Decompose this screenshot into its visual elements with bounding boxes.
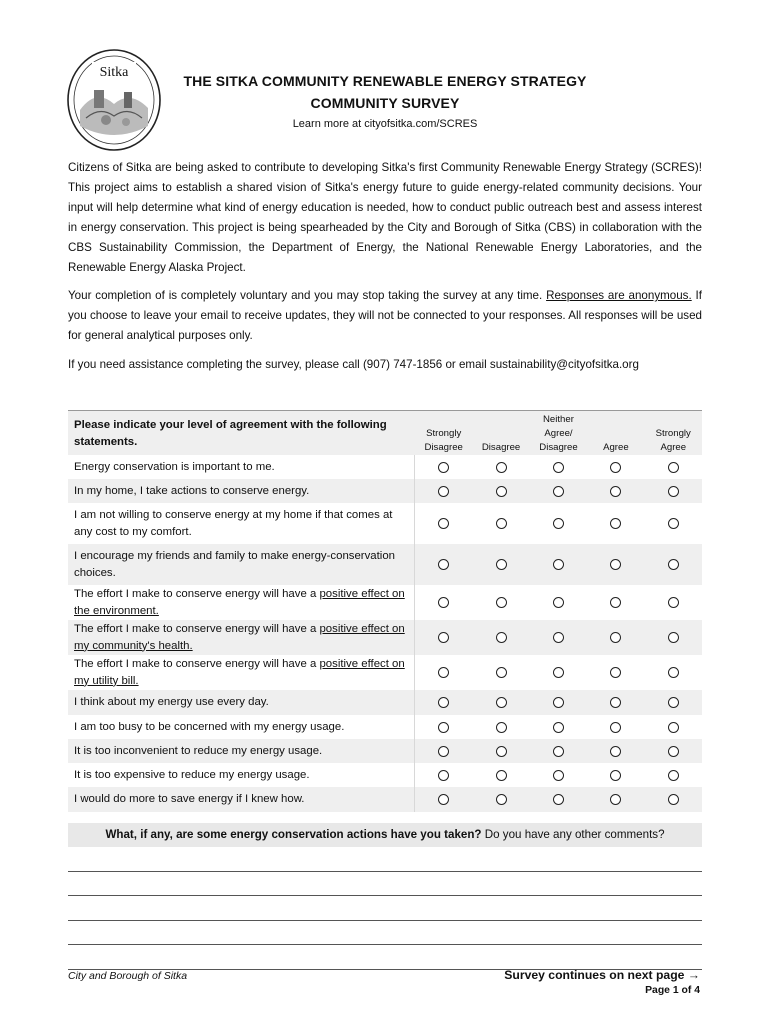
statement-text <box>68 455 415 479</box>
option-cell <box>415 697 472 708</box>
statement-text-part: In my home, I take actions to conserve energy. <box>74 484 310 497</box>
option-cell <box>472 794 529 805</box>
radio-button[interactable] <box>438 770 449 781</box>
column-header-line: Strongly <box>426 428 462 439</box>
option-cell <box>472 697 529 708</box>
radio-button[interactable] <box>438 632 449 643</box>
option-cell <box>587 462 644 473</box>
radio-button[interactable] <box>610 722 621 733</box>
option-cell <box>415 794 472 805</box>
continue-note: Survey continues on next page → <box>504 968 700 982</box>
comments-prompt-normal: Do you have any other comments? <box>481 828 665 841</box>
radio-button[interactable] <box>610 559 621 570</box>
radio-button[interactable] <box>438 722 449 733</box>
radio-button[interactable] <box>668 559 679 570</box>
option-cell <box>587 518 644 529</box>
option-cell <box>472 667 529 678</box>
radio-button[interactable] <box>496 722 507 733</box>
option-cell <box>472 632 529 643</box>
survey-header-row <box>68 411 702 455</box>
option-cell <box>415 462 472 473</box>
radio-button[interactable] <box>496 667 507 678</box>
comment-line[interactable] <box>68 872 702 897</box>
option-cell <box>587 794 644 805</box>
statement-text-part: I would do more to save energy if I knew how. <box>74 793 305 805</box>
radio-button[interactable] <box>553 632 564 643</box>
agreement-survey-table <box>68 410 702 812</box>
statement-text-part: I am too busy to be concerned with my energy usage. <box>74 720 345 733</box>
statement-text <box>68 739 415 763</box>
column-header-line: Agree/ <box>544 428 573 439</box>
column-header <box>587 411 644 455</box>
comment-line[interactable] <box>68 847 702 872</box>
radio-button[interactable] <box>438 597 449 608</box>
radio-button[interactable] <box>553 486 564 497</box>
radio-button[interactable] <box>668 518 679 529</box>
comment-line[interactable] <box>68 945 702 970</box>
radio-button[interactable] <box>610 597 621 608</box>
comments-prompt <box>68 823 702 847</box>
statement-emphasis: positive effect on the environment. <box>74 587 405 617</box>
option-cell <box>415 667 472 678</box>
comment-line[interactable] <box>68 896 702 921</box>
radio-button[interactable] <box>553 697 564 708</box>
footer-organization: City and Borough of Sitka <box>68 970 188 982</box>
intro-text <box>68 158 702 384</box>
option-cell <box>645 559 702 570</box>
statement-text-part: I think about my energy use every day. <box>74 696 269 708</box>
radio-button[interactable] <box>496 770 507 781</box>
column-header-line: Agree <box>603 442 629 453</box>
radio-button[interactable] <box>496 597 507 608</box>
option-cell <box>415 518 472 529</box>
intro-paragraph-2 <box>68 286 702 346</box>
learn-more-text: Learn more at cityofsitka.com/SCRES <box>292 118 478 130</box>
option-cell <box>472 518 529 529</box>
statement-text <box>68 715 415 739</box>
option-cell <box>587 722 644 733</box>
radio-button[interactable] <box>496 518 507 529</box>
radio-button[interactable] <box>553 722 564 733</box>
intro-paragraph-1: Citizens of Sitka are being asked to contribute to developing Sitka's first Community Renewable Energy Strategy (SCRES)! This project aims to establish a shared vision of Sitka's energy future to guide energy-related community decisions. Your input will help determine what kind of energy education is needed, how to conduct public outreach best and assess interest in energy conservation. This project is being spearheaded by the City and Borough of Sitka (CBS) in collaboration with the CBS Sustainability Commission, the Department of Energy, the National Renewable Energy Laboratories, and the Renewable Energy Alaska Project. <box>68 161 702 274</box>
question-header: Please indicate your level of agreement with the following statements. <box>74 419 387 448</box>
radio-button[interactable] <box>668 746 679 757</box>
option-cell <box>645 770 702 781</box>
option-cell <box>645 632 702 643</box>
column-header-line: Agree <box>660 442 687 453</box>
survey-row <box>68 763 702 787</box>
radio-button[interactable] <box>496 486 507 497</box>
option-cell <box>645 746 702 757</box>
column-header-line <box>482 427 520 441</box>
option-cell <box>530 486 587 497</box>
survey-row <box>68 479 702 503</box>
radio-button[interactable] <box>610 770 621 781</box>
column-header-line: Disagree <box>424 442 463 453</box>
radio-button[interactable] <box>553 462 564 473</box>
header <box>170 70 600 130</box>
radio-button[interactable] <box>438 794 449 805</box>
option-cell <box>530 697 587 708</box>
survey-row <box>68 690 702 715</box>
radio-button[interactable] <box>668 722 679 733</box>
radio-button[interactable] <box>496 746 507 757</box>
column-header-line: Disagree <box>481 442 521 453</box>
option-cell <box>587 667 644 678</box>
survey-row <box>68 503 702 544</box>
option-cell <box>415 632 472 643</box>
statement-text-part: I encourage my friends and family to make energy-conservation choices. <box>74 549 395 579</box>
radio-button[interactable] <box>438 667 449 678</box>
radio-button[interactable] <box>438 697 449 708</box>
option-cell <box>472 486 529 497</box>
intro-paragraph-3: If you need assistance completing the survey, please call (907) 747-1856 or email sustainability@cityofsitka.org <box>68 358 639 372</box>
radio-button[interactable] <box>668 770 679 781</box>
seal-text: Sitka <box>99 65 129 80</box>
option-cell <box>645 794 702 805</box>
radio-button[interactable] <box>668 697 679 708</box>
option-cell <box>530 722 587 733</box>
radio-button[interactable] <box>610 632 621 643</box>
option-cell <box>587 632 644 643</box>
statement-text-part: I am not willing to conserve energy at my home if that comes at any cost to my comfort. <box>74 508 393 538</box>
comment-line[interactable] <box>68 921 702 946</box>
column-header <box>415 411 472 455</box>
option-cell <box>587 697 644 708</box>
radio-button[interactable] <box>610 746 621 757</box>
radio-button[interactable] <box>438 746 449 757</box>
column-header-line: Disagree <box>539 442 578 453</box>
title-line-2: COMMUNITY SURVEY <box>310 95 460 111</box>
statement-text <box>68 544 415 585</box>
option-cell <box>472 722 529 733</box>
footer-right <box>504 968 700 996</box>
radio-button[interactable] <box>496 462 507 473</box>
option-cell <box>415 746 472 757</box>
option-cell <box>530 770 587 781</box>
radio-button[interactable] <box>668 667 679 678</box>
survey-row <box>68 585 702 620</box>
radio-button[interactable] <box>668 597 679 608</box>
option-cell <box>587 486 644 497</box>
radio-button[interactable] <box>553 559 564 570</box>
option-cell <box>645 697 702 708</box>
radio-button[interactable] <box>553 518 564 529</box>
survey-row <box>68 739 702 763</box>
radio-button[interactable] <box>610 462 621 473</box>
option-cell <box>645 462 702 473</box>
statement-text-part: The effort I make to conserve energy will have a <box>74 622 320 635</box>
survey-row <box>68 787 702 812</box>
radio-button[interactable] <box>438 518 449 529</box>
radio-button[interactable] <box>496 794 507 805</box>
option-cell <box>415 559 472 570</box>
survey-row <box>68 620 702 655</box>
option-cell <box>415 770 472 781</box>
radio-button[interactable] <box>553 794 564 805</box>
column-header-line: Strongly <box>655 428 691 439</box>
option-cell <box>645 518 702 529</box>
statement-emphasis: positive effect on my community's health. <box>74 622 405 652</box>
radio-button[interactable] <box>553 667 564 678</box>
radio-button[interactable] <box>496 632 507 643</box>
radio-button[interactable] <box>668 486 679 497</box>
option-cell <box>530 518 587 529</box>
option-cell <box>530 632 587 643</box>
option-cell <box>530 667 587 678</box>
radio-button[interactable] <box>610 486 621 497</box>
statement-text <box>68 479 415 503</box>
radio-button[interactable] <box>496 697 507 708</box>
radio-button[interactable] <box>553 597 564 608</box>
option-cell <box>530 559 587 570</box>
option-cell <box>472 462 529 473</box>
option-cell <box>415 722 472 733</box>
statement-text <box>68 503 415 544</box>
statement-text-part: It is too expensive to reduce my energy usage. <box>74 768 310 781</box>
option-cell <box>415 486 472 497</box>
option-cell <box>472 770 529 781</box>
statement-text-part: The effort I make to conserve energy will have a <box>74 587 320 600</box>
statement-text <box>68 763 415 787</box>
statement-text-part: It is too inconvenient to reduce my energy usage. <box>74 744 323 757</box>
option-cell <box>645 722 702 733</box>
radio-button[interactable] <box>553 746 564 757</box>
option-cell <box>530 597 587 608</box>
anonymous-note: Responses are anonymous. <box>546 289 692 303</box>
intro-p2-b: If you choose to leave your email to receive updates, they will not be connected to your responses. All responses will be used for general analytical purposes only. <box>68 289 702 343</box>
survey-row <box>68 715 702 739</box>
survey-row <box>68 655 702 690</box>
radio-button[interactable] <box>668 462 679 473</box>
option-cell <box>645 486 702 497</box>
option-cell <box>645 667 702 678</box>
statement-text <box>68 787 415 812</box>
option-cell <box>415 597 472 608</box>
option-cell <box>472 746 529 757</box>
comments-section <box>68 823 702 970</box>
option-cell <box>645 597 702 608</box>
radio-button[interactable] <box>610 518 621 529</box>
column-header-line: Neither <box>543 414 574 425</box>
option-cell <box>530 746 587 757</box>
statement-text-part: The effort I make to conserve energy will have a <box>74 657 320 670</box>
option-cell <box>530 462 587 473</box>
column-header <box>530 411 587 455</box>
radio-button[interactable] <box>610 667 621 678</box>
radio-button[interactable] <box>610 697 621 708</box>
page-number: Page 1 of 4 <box>645 985 700 996</box>
radio-button[interactable] <box>496 559 507 570</box>
city-seal-logo <box>66 48 162 152</box>
statement-text <box>68 585 415 620</box>
radio-button[interactable] <box>668 794 679 805</box>
option-cell <box>587 597 644 608</box>
radio-button[interactable] <box>438 486 449 497</box>
statement-text <box>68 655 415 690</box>
title-line-1: THE SITKA COMMUNITY RENEWABLE ENERGY STRATEGY <box>183 73 587 89</box>
radio-button[interactable] <box>668 632 679 643</box>
statement-emphasis: positive effect on my utility bill. <box>74 657 405 687</box>
survey-row <box>68 455 702 479</box>
statement-text <box>68 620 415 655</box>
radio-button[interactable] <box>438 462 449 473</box>
column-header <box>472 411 529 455</box>
column-header <box>645 411 702 455</box>
intro-p2-a: Your completion of is completely voluntary and you may stop taking the survey at any time. <box>68 289 547 303</box>
option-cell <box>472 597 529 608</box>
radio-button[interactable] <box>553 770 564 781</box>
option-cell <box>587 559 644 570</box>
option-cell <box>472 559 529 570</box>
comments-prompt-bold: What, if any, are some energy conservation actions have you taken? <box>105 828 482 841</box>
option-cell <box>587 770 644 781</box>
statement-text <box>68 690 415 715</box>
radio-button[interactable] <box>610 794 621 805</box>
option-cell <box>530 794 587 805</box>
statement-text-part: Energy conservation is important to me. <box>74 460 275 473</box>
option-cell <box>587 746 644 757</box>
column-header-line <box>603 427 629 441</box>
survey-row <box>68 544 702 585</box>
radio-button[interactable] <box>438 559 449 570</box>
